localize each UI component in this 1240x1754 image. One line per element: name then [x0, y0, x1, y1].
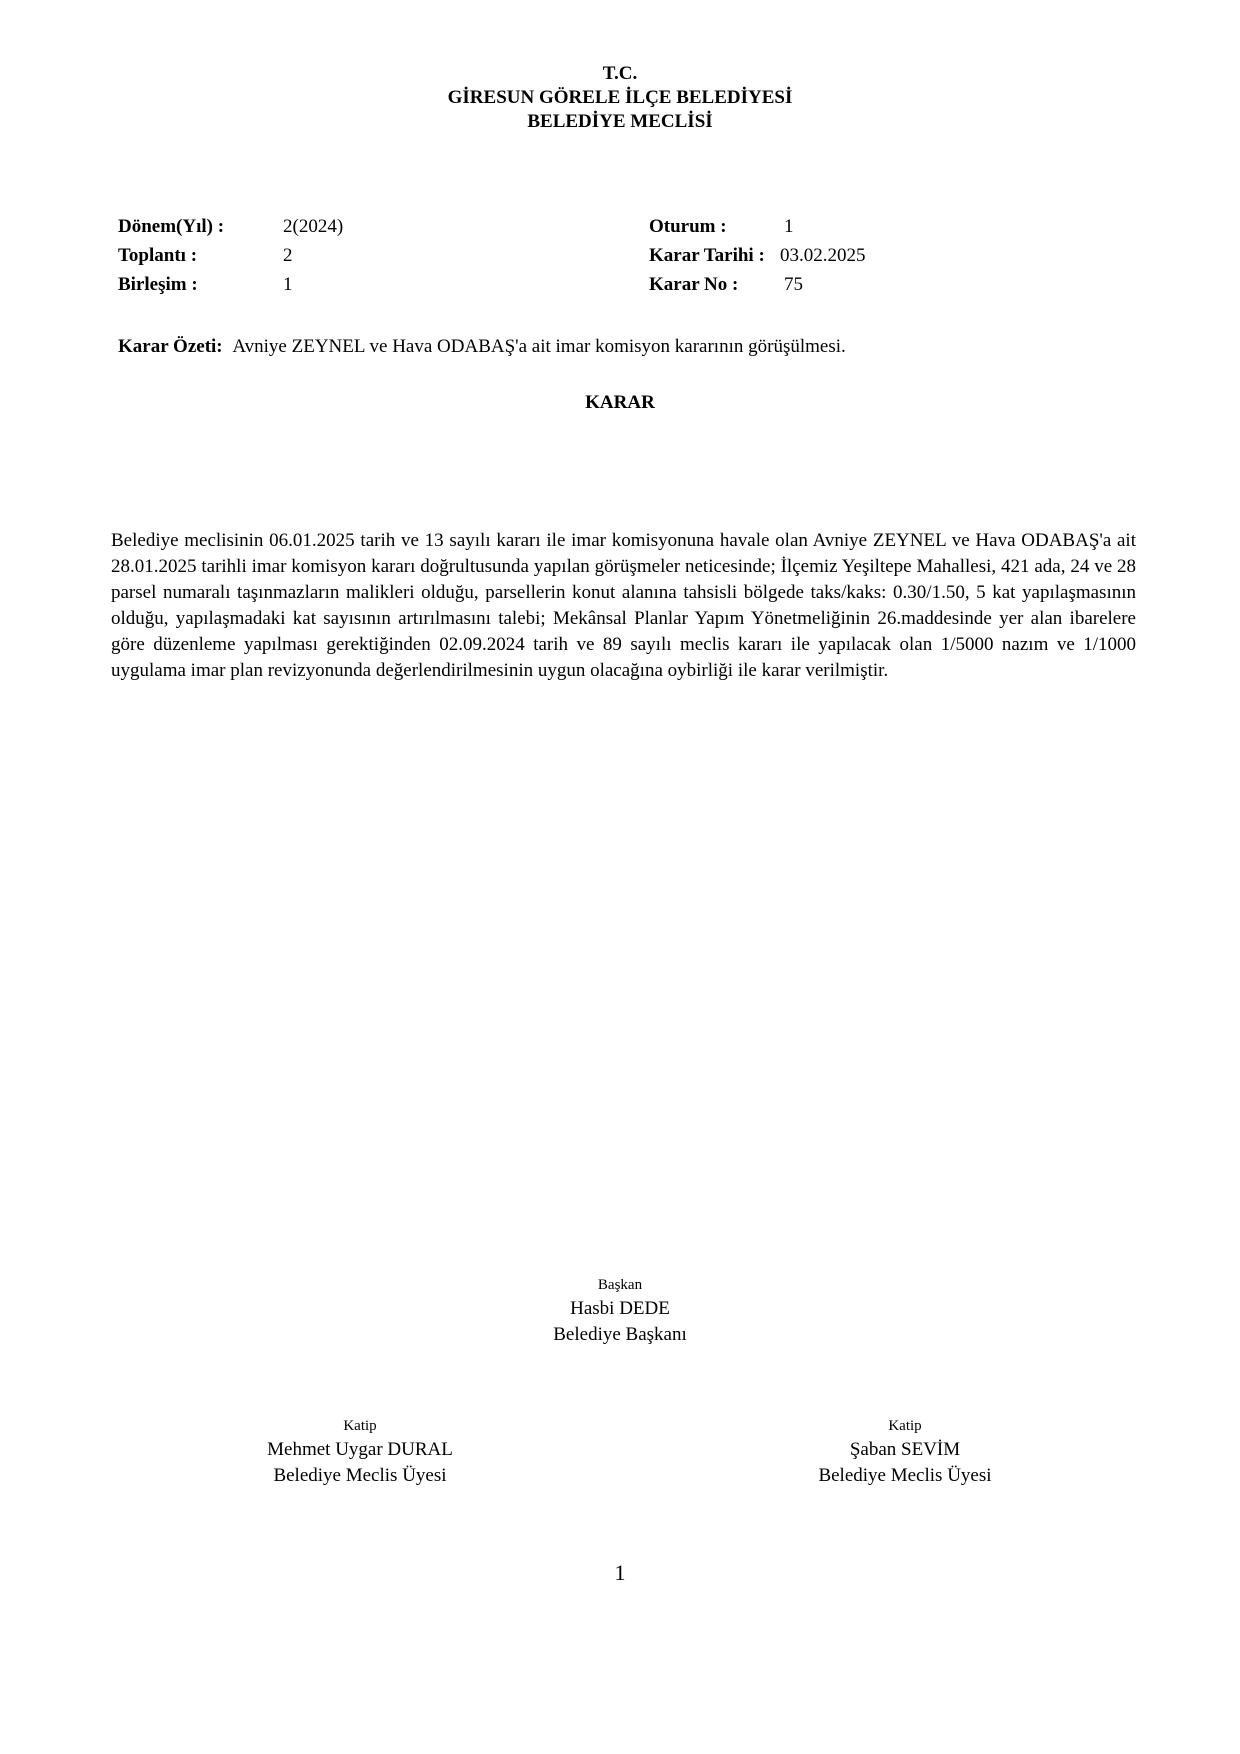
meta-row-donem: [118, 212, 343, 241]
page-number: 1: [614, 1560, 626, 1585]
signature-title: Belediye Meclis Üyesi: [273, 1465, 447, 1486]
meta-label: Birleşim :: [118, 274, 198, 295]
signature-role: Başkan: [597, 1277, 643, 1293]
decision-body: Belediye meclisinin 06.01.2025 tarih ve 13 sayılı kararı ile imar komisyonuna havale olan Avniye ZEYNEL ve Hava ODABAŞ'a ait 28.01.2025 tarihli imar komisyon kararı doğrultusunda yapılan görüşmeler neticesinde; İlçemiz Yeşiltepe Mahallesi, 421 ada, 24 ve 28 parsel numaralı taşınmazların malikleri olduğu, parsellerin konut alanına tahsisli bölgede taks/kaks: 0.30/1.50, 5 kat yapılaşmasının olduğu, yapılaşmadaki kat sayısının artırılmasını talebi; Mekânsal Planlar Yapım Yönetmeliğinin 26.maddesinde yer alan ibarelere göre düzenleme yapılması gerektiğinden 02.09.2024 tarih ve 89 sayılı meclis kararı ile yapılacak olan 1/5000 nazım ve 1/1000 uygulama imar plan revizyonunda değerlendirilmesinin uygun olacağına oybirliği ile karar verilmiştir.: [111, 530, 1136, 681]
decision-title: KARAR: [585, 392, 655, 413]
meta-label: Karar No :: [649, 274, 739, 295]
signature-clerk-left: [210, 1415, 510, 1489]
summary-text: Avniye ZEYNEL ve Hava ODABAŞ'a ait imar komisyon kararının görüşülmesi.: [232, 336, 846, 357]
document-header: [0, 62, 1240, 134]
meta-row-birlesim: [118, 270, 343, 299]
meta-label: Oturum :: [649, 216, 727, 237]
meta-value: 03.02.2025: [780, 245, 866, 266]
meta-row-karar-no: [649, 270, 866, 299]
signature-name: Hasbi DEDE: [570, 1298, 670, 1319]
meta-label: Karar Tarihi :: [649, 245, 765, 266]
signature-clerk-right: [755, 1415, 1055, 1489]
decision-summary: [118, 334, 846, 360]
meta-left-block: [118, 212, 343, 299]
signature-name: Şaban SEVİM: [849, 1439, 961, 1460]
meta-label: Toplantı :: [118, 245, 198, 266]
meta-right-block: [649, 212, 866, 299]
meta-row-toplanti: [118, 241, 343, 270]
header-council: BELEDİYE MECLİSİ: [527, 111, 713, 132]
signature-title: Belediye Başkanı: [553, 1324, 687, 1345]
meta-value: 2(2024): [283, 216, 344, 237]
signature-president: [470, 1274, 770, 1348]
meta-label: Dönem(Yıl) :: [118, 216, 225, 237]
meta-value: 1: [283, 274, 293, 295]
header-country: T.C.: [602, 63, 638, 84]
summary-label: Karar Özeti:: [118, 336, 223, 357]
signature-title: Belediye Meclis Üyesi: [818, 1465, 992, 1486]
meta-value: 1: [784, 216, 794, 237]
meta-value: 75: [784, 274, 803, 295]
meta-row-oturum: [649, 212, 866, 241]
meta-value: 2: [283, 245, 293, 266]
signature-role: Katip: [888, 1418, 922, 1434]
meta-row-karar-tarihi: [649, 241, 866, 270]
signature-role: Katip: [343, 1418, 377, 1434]
header-municipality: GİRESUN GÖRELE İLÇE BELEDİYESİ: [447, 87, 793, 108]
signature-name: Mehmet Uygar DURAL: [267, 1439, 453, 1460]
